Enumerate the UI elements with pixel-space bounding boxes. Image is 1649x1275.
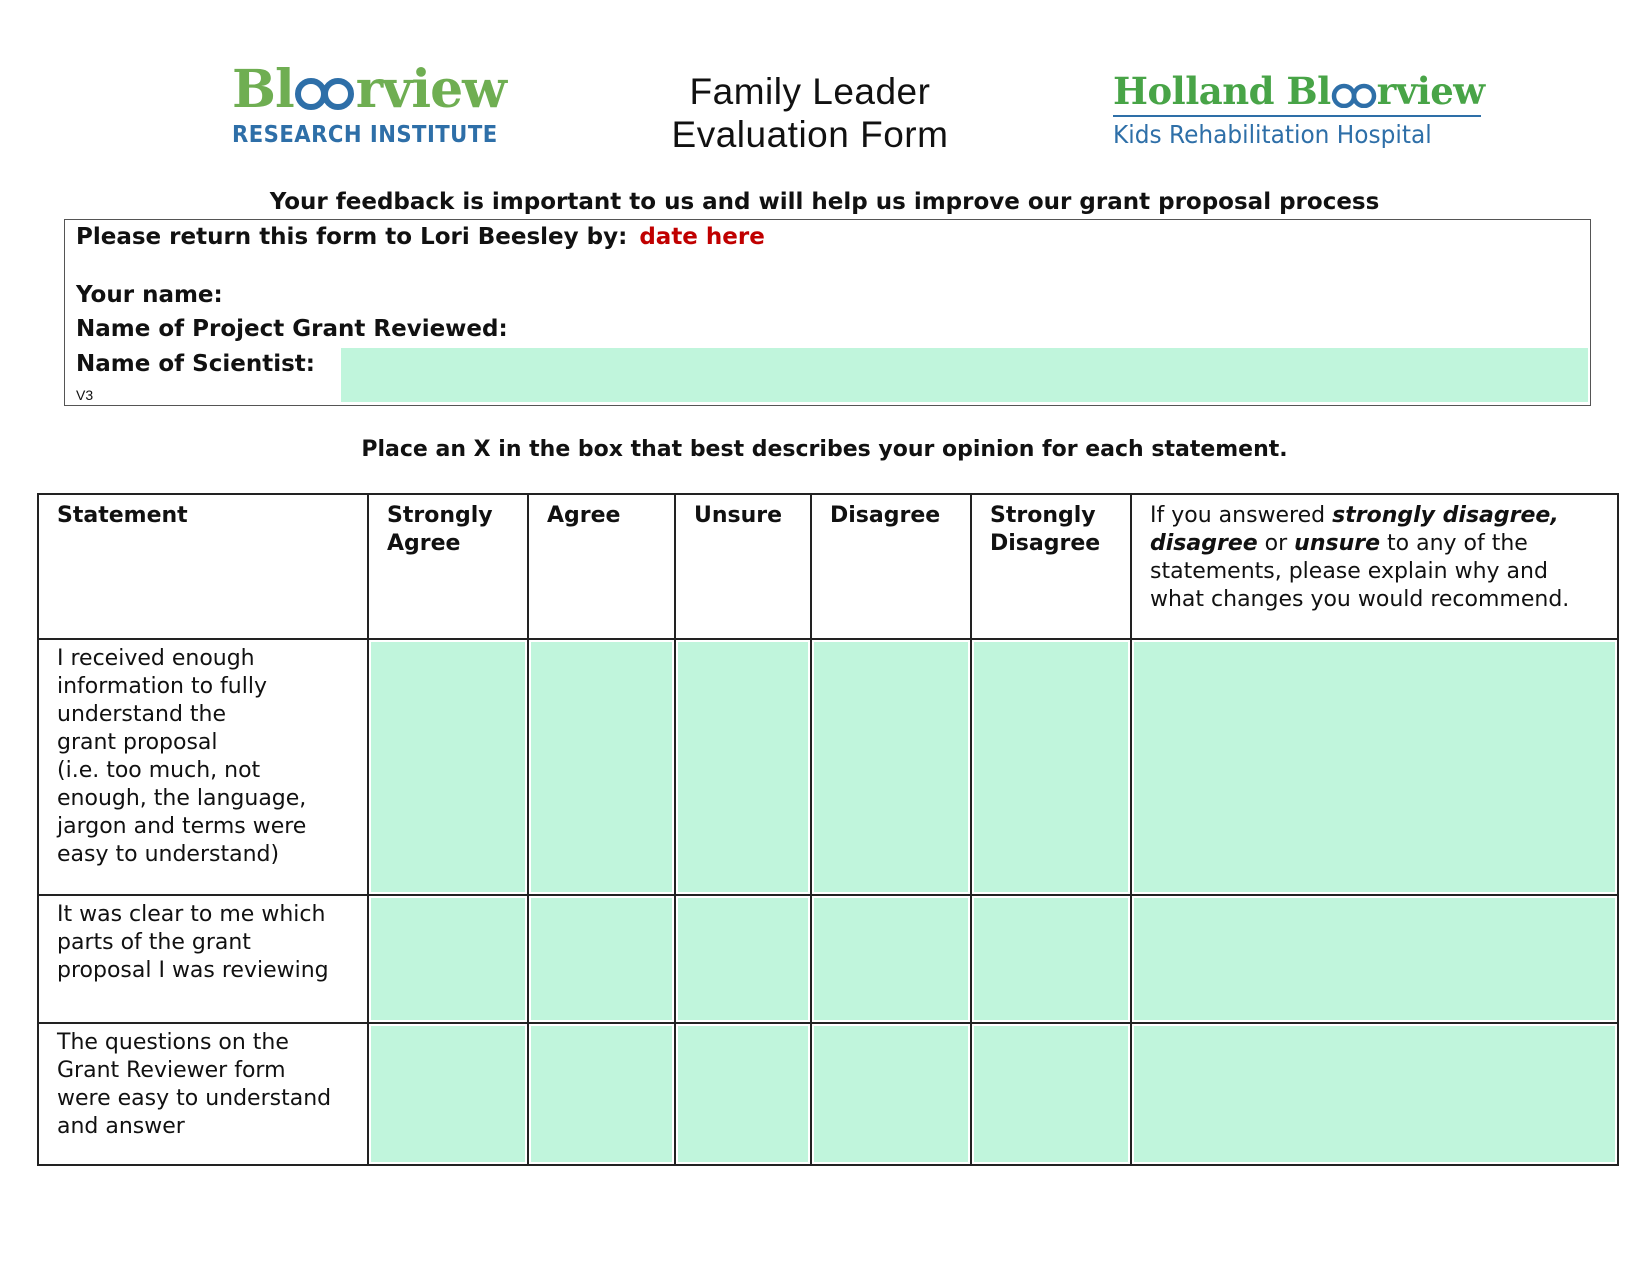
explanation-field[interactable] — [1131, 895, 1618, 1023]
logo-wordmark: Holland Bl rview — [1113, 69, 1485, 113]
strongly-agree-box[interactable] — [368, 895, 528, 1023]
your-name-label[interactable]: Your name: — [76, 282, 223, 308]
logo-divider — [1113, 115, 1481, 117]
disagree-box[interactable] — [811, 1023, 971, 1165]
scientist-name-label: Name of Scientist: — [76, 351, 315, 377]
statement-text: It was clear to me which parts of the grant proposal I was reviewing — [38, 895, 368, 1023]
table-row — [38, 895, 1618, 1023]
table-header-row — [38, 494, 1618, 639]
header-strongly-agree: Strongly Agree — [368, 494, 528, 639]
header-explanation: If you answered strongly disagree, disagree or unsure to any of the statements, please explain why and what changes you would recommend. — [1131, 494, 1618, 639]
explanation-field[interactable] — [1131, 639, 1618, 895]
return-instruction — [76, 224, 765, 250]
evaluation-table — [37, 493, 1619, 1166]
agree-box[interactable] — [528, 639, 675, 895]
agree-box[interactable] — [528, 1023, 675, 1165]
disagree-box[interactable] — [811, 639, 971, 895]
table-row — [38, 639, 1618, 895]
unsure-box[interactable] — [675, 639, 811, 895]
disagree-box[interactable] — [811, 895, 971, 1023]
unsure-box[interactable] — [675, 895, 811, 1023]
header-unsure: Unsure — [675, 494, 811, 639]
statement-text: The questions on the Grant Reviewer form were easy to understand and answer — [38, 1023, 368, 1165]
statement-text: I received enough information to fully understand the grant proposal (i.e. too much, not enough, the language, jargon and terms were easy to understand) — [38, 639, 368, 895]
title-line-1: Family Leader — [689, 71, 931, 112]
header-statement: Statement — [38, 494, 368, 639]
strongly-agree-box[interactable] — [368, 1023, 528, 1165]
holland-bloorview-logo — [1113, 70, 1483, 149]
explanation-field[interactable] — [1131, 1023, 1618, 1165]
strongly-disagree-box[interactable] — [971, 895, 1131, 1023]
agree-box[interactable] — [528, 895, 675, 1023]
logo-subtitle: RESEARCH INSTITUTE — [232, 122, 498, 148]
strongly-agree-box[interactable] — [368, 639, 528, 895]
strongly-disagree-box[interactable] — [971, 1023, 1131, 1165]
infinity-loop-icon — [294, 73, 356, 111]
version-label: V3 — [76, 387, 94, 403]
logo-subtitle: Kids Rehabilitation Hospital — [1113, 120, 1432, 149]
instructions: Place an X in the box that best describes your opinion for each statement. — [361, 437, 1288, 462]
page-title — [600, 70, 1020, 156]
unsure-box[interactable] — [675, 1023, 811, 1165]
feedback-statement: Your feedback is important to us and will help us improve our grant proposal process — [269, 189, 1380, 215]
title-line-2: Evaluation Form — [671, 114, 949, 155]
return-date: date here — [639, 224, 765, 250]
project-name-label[interactable]: Name of Project Grant Reviewed: — [76, 316, 508, 342]
strongly-disagree-box[interactable] — [971, 639, 1131, 895]
logo-wordmark: Bl rview — [232, 59, 506, 120]
return-label: Please return this form to Lori Beesley by: — [76, 224, 628, 250]
infinity-loop-icon — [1331, 80, 1377, 108]
header-disagree: Disagree — [811, 494, 971, 639]
table-row — [38, 1023, 1618, 1165]
scientist-name-field[interactable] — [341, 348, 1588, 402]
header-agree: Agree — [528, 494, 675, 639]
header-strongly-disagree: Strongly Disagree — [971, 494, 1131, 639]
bloorview-research-institute-logo — [232, 59, 522, 148]
respondent-info-box — [64, 219, 1591, 406]
